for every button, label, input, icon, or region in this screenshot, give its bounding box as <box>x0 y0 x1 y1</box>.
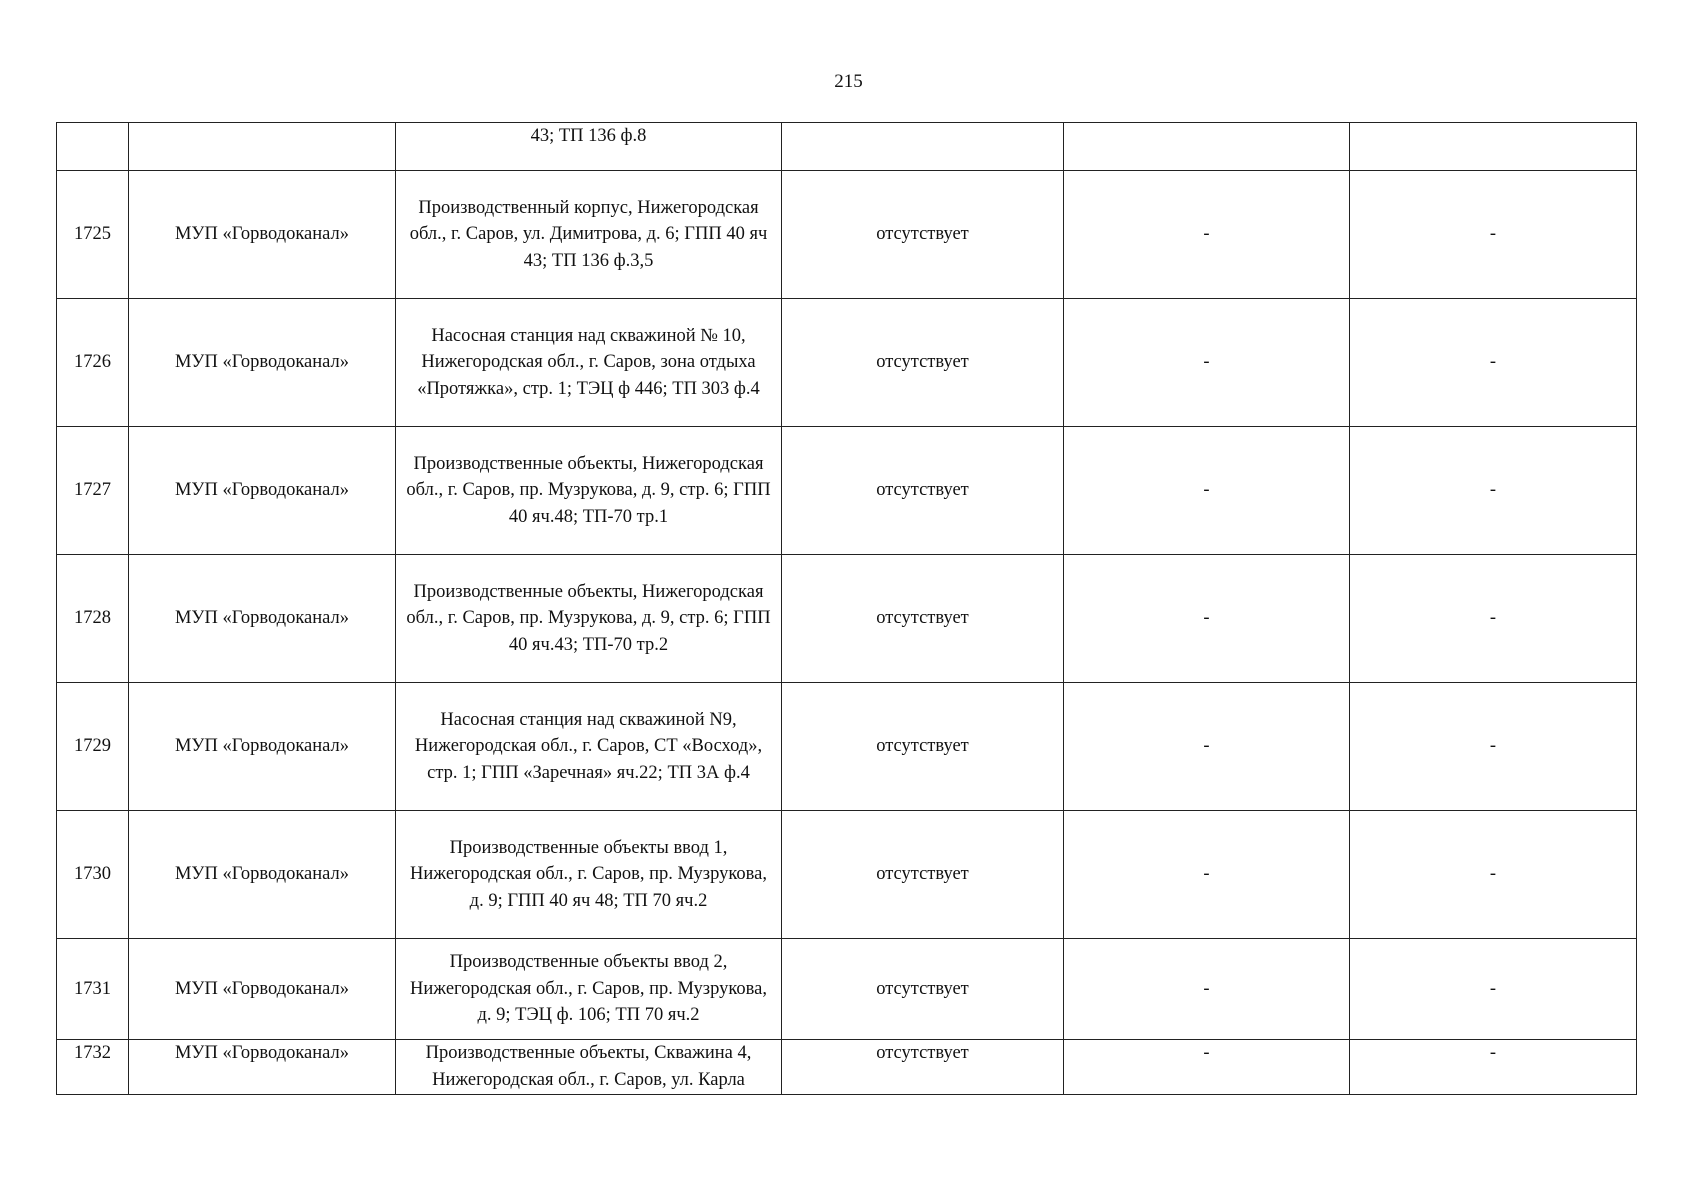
table-row <box>57 555 1637 683</box>
table-row <box>57 939 1637 1040</box>
cell-address: Насосная станция над скважиной N9, Нижегородская обл., г. Саров, СТ «Восход», стр. 1; ГПП «Заречная» яч.22; ТП 3А ф.4 <box>396 683 782 811</box>
cell-address: Производственные объекты, Нижегородская обл., г. Саров, пр. Музрукова, д. 9, стр. 6; ГПП 40 яч.48; ТП-70 тр.1 <box>396 427 782 555</box>
cell-status: отсутствует <box>782 555 1064 683</box>
cell-col5 <box>1064 123 1350 171</box>
cell-status <box>782 123 1064 171</box>
cell-organization: МУП «Горводоканал» <box>129 171 396 299</box>
cell-number: 1732 <box>57 1040 129 1095</box>
cell-status: отсутствует <box>782 811 1064 939</box>
cell-address: 43; ТП 136 ф.8 <box>396 123 782 171</box>
cell-address: Производственные объекты ввод 2, Нижегородская обл., г. Саров, пр. Музрукова, д. 9; ТЭЦ ф. 106; ТП 70 яч.2 <box>396 939 782 1040</box>
cell-organization: МУП «Горводоканал» <box>129 683 396 811</box>
cell-status: отсутствует <box>782 683 1064 811</box>
cell-organization: МУП «Горводоканал» <box>129 427 396 555</box>
table-row <box>57 811 1637 939</box>
cell-organization: МУП «Горводоканал» <box>129 555 396 683</box>
cell-col6: - <box>1350 1040 1637 1095</box>
cell-col5: - <box>1064 811 1350 939</box>
table-row <box>57 683 1637 811</box>
page-number: 215 <box>834 71 863 92</box>
cell-col5: - <box>1064 555 1350 683</box>
cell-address: Насосная станция над скважиной № 10, Нижегородская обл., г. Саров, зона отдыха «Протяжка», стр. 1; ТЭЦ ф 446; ТП 303 ф.4 <box>396 299 782 427</box>
cell-col5: - <box>1064 683 1350 811</box>
cell-address: Производственные объекты, Скважина 4, Нижегородская обл., г. Саров, ул. Карла <box>396 1040 782 1095</box>
cell-col5: - <box>1064 171 1350 299</box>
table-row <box>57 299 1637 427</box>
cell-col6 <box>1350 123 1637 171</box>
cell-col6: - <box>1350 427 1637 555</box>
cell-col6: - <box>1350 171 1637 299</box>
cell-address: Производственный корпус, Нижегородская обл., г. Саров, ул. Димитрова, д. 6; ГПП 40 яч 43; ТП 136 ф.3,5 <box>396 171 782 299</box>
cell-number: 1728 <box>57 555 129 683</box>
cell-organization <box>129 123 396 171</box>
cell-address: Производственные объекты, Нижегородская обл., г. Саров, пр. Музрукова, д. 9, стр. 6; ГПП 40 яч.43; ТП-70 тр.2 <box>396 555 782 683</box>
cell-col5: - <box>1064 299 1350 427</box>
cell-status: отсутствует <box>782 299 1064 427</box>
cell-organization: МУП «Горводоканал» <box>129 939 396 1040</box>
cell-number: 1729 <box>57 683 129 811</box>
cell-col5: - <box>1064 1040 1350 1095</box>
table-row <box>57 427 1637 555</box>
cell-number: 1727 <box>57 427 129 555</box>
table-row <box>57 171 1637 299</box>
table-row <box>57 1040 1637 1095</box>
cell-number: 1725 <box>57 171 129 299</box>
cell-col6: - <box>1350 811 1637 939</box>
cell-number <box>57 123 129 171</box>
cell-organization: МУП «Горводоканал» <box>129 811 396 939</box>
table-row-continuation <box>57 123 1637 171</box>
cell-organization: МУП «Горводоканал» <box>129 1040 396 1095</box>
cell-status: отсутствует <box>782 427 1064 555</box>
registry-table <box>56 122 1637 1095</box>
cell-address: Производственные объекты ввод 1, Нижегородская обл., г. Саров, пр. Музрукова, д. 9; ГПП 40 яч 48; ТП 70 яч.2 <box>396 811 782 939</box>
cell-status: отсутствует <box>782 939 1064 1040</box>
cell-col6: - <box>1350 299 1637 427</box>
cell-number: 1731 <box>57 939 129 1040</box>
cell-organization: МУП «Горводоканал» <box>129 299 396 427</box>
cell-col6: - <box>1350 683 1637 811</box>
cell-number: 1730 <box>57 811 129 939</box>
cell-col6: - <box>1350 939 1637 1040</box>
cell-col6: - <box>1350 555 1637 683</box>
cell-number: 1726 <box>57 299 129 427</box>
cell-status: отсутствует <box>782 1040 1064 1095</box>
cell-col5: - <box>1064 427 1350 555</box>
cell-col5: - <box>1064 939 1350 1040</box>
cell-status: отсутствует <box>782 171 1064 299</box>
